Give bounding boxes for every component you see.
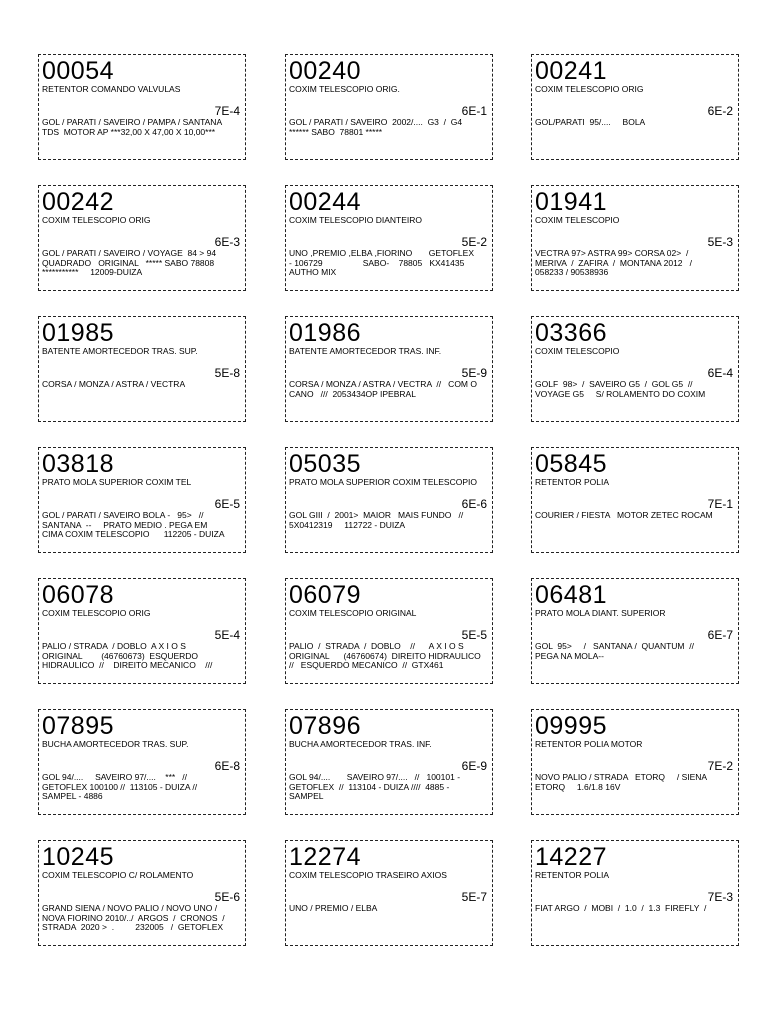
part-label bbox=[285, 840, 493, 946]
part-description: PRATO MOLA SUPERIOR COXIM TEL bbox=[42, 477, 192, 487]
model-line: GOL / PARATI / SAVEIRO BOLA - 95> // bbox=[42, 511, 204, 520]
model-line: GOLF 98> / SAVEIRO G5 / GOL G5 // bbox=[535, 380, 693, 389]
model-line: SAMPEL - 4886 bbox=[42, 792, 103, 802]
model-line: HIDRAULICO // DIREITO MECANICO /// bbox=[42, 661, 213, 671]
part-code: 00242 bbox=[42, 188, 115, 216]
model-line: GOL 94/.... SAVEIRO 97/.... // 100101 - bbox=[289, 773, 461, 782]
part-description: COXIM TELESCOPIO ORIG bbox=[535, 84, 644, 94]
part-label bbox=[531, 578, 739, 684]
compatible-models bbox=[535, 773, 735, 792]
model-line: GETOFLEX 100100 // 113105 - DUIZA // bbox=[42, 782, 198, 792]
part-description: COXIM TELESCOPIO bbox=[535, 215, 620, 225]
model-line: CIMA COXIM TELESCOPIO 112205 - DUIZA bbox=[42, 530, 225, 540]
compatible-models bbox=[289, 773, 489, 802]
model-line: CANO /// 2053434OP IPEBRAL bbox=[289, 389, 416, 399]
shelf-location: 5E-6 bbox=[214, 890, 240, 904]
part-label bbox=[531, 316, 739, 422]
model-line: PEGA NA MOLA-- bbox=[535, 651, 604, 661]
part-label bbox=[38, 578, 246, 684]
shelf-location: 6E-8 bbox=[214, 759, 240, 773]
model-line: GOL / PARATI / SAVEIRO / PAMPA / SANTANA bbox=[42, 118, 223, 127]
model-line: SAMPEL bbox=[289, 792, 324, 802]
part-label bbox=[285, 54, 493, 160]
model-line: ****** SABO 78801 ***** bbox=[289, 127, 383, 137]
part-code: 03366 bbox=[535, 319, 608, 347]
model-line: FIAT ARGO / MOBI / 1.0 / 1.3 FIREFLY / bbox=[535, 904, 707, 913]
compatible-models bbox=[42, 249, 242, 278]
model-line: VECTRA 97> ASTRA 99> CORSA 02> / bbox=[535, 249, 689, 258]
model-line: UNO ,PREMIO ,ELBA ,FIORINO GETOFLEX bbox=[289, 249, 474, 258]
compatible-models bbox=[42, 904, 242, 933]
model-line: STRADA 2020 > . 232005 / GETOFLEX bbox=[42, 923, 224, 933]
model-line: - 106729 SABO- 78805 KX41435 bbox=[289, 258, 465, 268]
part-label bbox=[531, 54, 739, 160]
model-line: SANTANA -- PRATO MEDIO . PEGA EM bbox=[42, 520, 208, 530]
compatible-models bbox=[42, 118, 242, 137]
model-line: TDS MOTOR AP ***32,00 X 47,00 X 10,00*** bbox=[42, 127, 216, 137]
shelf-location: 7E-1 bbox=[707, 497, 733, 511]
compatible-models bbox=[289, 904, 489, 914]
part-label bbox=[285, 709, 493, 815]
compatible-models bbox=[535, 249, 735, 278]
model-line: GETOFLEX // 113104 - DUIZA //// 4885 - bbox=[289, 782, 450, 792]
part-description: COXIM TELESCOPIO ORIGINAL bbox=[289, 608, 417, 618]
part-code: 00240 bbox=[289, 57, 362, 85]
part-code: 00241 bbox=[535, 57, 608, 85]
shelf-location: 6E-4 bbox=[707, 366, 733, 380]
part-code: 03818 bbox=[42, 450, 115, 478]
model-line: CORSA / MONZA / ASTRA / VECTRA // COM O bbox=[289, 380, 477, 389]
compatible-models bbox=[289, 380, 489, 399]
part-code: 07895 bbox=[42, 712, 115, 740]
model-line: MERIVA / ZAFIRA / MONTANA 2012 / bbox=[535, 258, 692, 268]
part-code: 12274 bbox=[289, 843, 362, 871]
compatible-models bbox=[42, 773, 242, 802]
compatible-models bbox=[535, 642, 735, 661]
shelf-location: 5E-4 bbox=[214, 628, 240, 642]
part-description: COXIM TELESCOPIO ORIG bbox=[42, 608, 151, 618]
part-description: RETENTOR POLIA bbox=[535, 477, 609, 487]
compatible-models bbox=[535, 904, 735, 914]
part-label bbox=[531, 709, 739, 815]
part-label bbox=[38, 709, 246, 815]
shelf-location: 6E-7 bbox=[707, 628, 733, 642]
shelf-location: 7E-3 bbox=[707, 890, 733, 904]
model-line: GOL GIII / 2001> MAIOR MAIS FUNDO // bbox=[289, 511, 464, 520]
part-label bbox=[38, 840, 246, 946]
shelf-location: 7E-4 bbox=[214, 104, 240, 118]
part-label bbox=[531, 447, 739, 553]
compatible-models bbox=[289, 642, 489, 671]
part-label bbox=[285, 185, 493, 291]
shelf-location: 6E-5 bbox=[214, 497, 240, 511]
model-line: PALIO / STRADA / DOBLO A X I O S bbox=[42, 642, 186, 651]
part-description: BUCHA AMORTECEDOR TRAS. SUP. bbox=[42, 739, 189, 749]
model-line: *********** 12009-DUIZA bbox=[42, 268, 143, 278]
model-line: COURIER / FIESTA MOTOR ZETEC ROCAM bbox=[535, 511, 713, 520]
shelf-location: 5E-2 bbox=[461, 235, 487, 249]
compatible-models bbox=[535, 511, 735, 521]
part-description: RETENTOR POLIA bbox=[535, 870, 609, 880]
model-line: GOL / PARATI / SAVEIRO 2002/.... G3 / G4 bbox=[289, 118, 463, 127]
part-label bbox=[38, 316, 246, 422]
model-line: GOL / PARATI / SAVEIRO / VOYAGE 84 > 94 bbox=[42, 249, 217, 258]
part-label bbox=[38, 54, 246, 160]
part-label bbox=[285, 316, 493, 422]
shelf-location: 6E-2 bbox=[707, 104, 733, 118]
part-code: 06079 bbox=[289, 581, 362, 609]
model-line: PALIO / STRADA / DOBLO // A X I O S bbox=[289, 642, 464, 651]
part-description: BATENTE AMORTECEDOR TRAS. INF. bbox=[289, 346, 442, 356]
part-code: 05035 bbox=[289, 450, 362, 478]
part-description: COXIM TELESCOPIO bbox=[535, 346, 620, 356]
model-line: GOL 94/.... SAVEIRO 97/.... *** // bbox=[42, 773, 188, 782]
part-code: 06481 bbox=[535, 581, 608, 609]
model-line: NOVO PALIO / STRADA ETORQ / SIENA bbox=[535, 773, 708, 782]
model-line: VOYAGE G5 S/ ROLAMENTO DO COXIM bbox=[535, 389, 706, 399]
model-line: NOVA FIORINO 2010/../ ARGOS / CRONOS / bbox=[42, 913, 225, 923]
model-line: UNO / PREMIO / ELBA bbox=[289, 904, 378, 913]
model-line: ETORQ 1.6/1.8 16V bbox=[535, 782, 621, 792]
part-code: 07896 bbox=[289, 712, 362, 740]
compatible-models bbox=[42, 380, 242, 390]
compatible-models bbox=[289, 249, 489, 278]
shelf-location: 5E-5 bbox=[461, 628, 487, 642]
shelf-location: 6E-1 bbox=[461, 104, 487, 118]
model-line: GRAND SIENA / NOVO PALIO / NOVO UNO / bbox=[42, 904, 218, 913]
compatible-models bbox=[289, 118, 489, 137]
model-line: ORIGINAL (46760674) DIREITO HIDRAULICO bbox=[289, 651, 481, 661]
shelf-location: 7E-2 bbox=[707, 759, 733, 773]
part-code: 01986 bbox=[289, 319, 362, 347]
part-label bbox=[531, 185, 739, 291]
part-description: RETENTOR POLIA MOTOR bbox=[535, 739, 643, 749]
part-code: 00244 bbox=[289, 188, 362, 216]
part-label bbox=[38, 447, 246, 553]
model-line: QUADRADO ORIGINAL ***** SABO 78808 bbox=[42, 258, 215, 268]
shelf-location: 5E-7 bbox=[461, 890, 487, 904]
part-code: 05845 bbox=[535, 450, 608, 478]
shelf-location: 6E-6 bbox=[461, 497, 487, 511]
compatible-models bbox=[289, 511, 489, 530]
part-code: 01941 bbox=[535, 188, 608, 216]
shelf-location: 5E-8 bbox=[214, 366, 240, 380]
part-code: 09995 bbox=[535, 712, 608, 740]
part-label bbox=[285, 447, 493, 553]
part-description: RETENTOR COMANDO VALVULAS bbox=[42, 84, 181, 94]
part-description: COXIM TELESCOPIO DIANTEIRO bbox=[289, 215, 423, 225]
part-label bbox=[38, 185, 246, 291]
shelf-location: 5E-3 bbox=[707, 235, 733, 249]
part-description: PRATO MOLA DIANT. SUPERIOR bbox=[535, 608, 666, 618]
part-description: BATENTE AMORTECEDOR TRAS. SUP. bbox=[42, 346, 198, 356]
compatible-models bbox=[42, 642, 242, 671]
part-description: COXIM TELESCOPIO ORIG. bbox=[289, 84, 400, 94]
part-code: 14227 bbox=[535, 843, 608, 871]
part-description: COXIM TELESCOPIO TRASEIRO AXIOS bbox=[289, 870, 447, 880]
part-description: PRATO MOLA SUPERIOR COXIM TELESCOPIO bbox=[289, 477, 477, 487]
compatible-models bbox=[535, 380, 735, 399]
model-line: 058233 / 90538936 bbox=[535, 268, 609, 278]
compatible-models bbox=[535, 118, 735, 128]
shelf-location: 6E-3 bbox=[214, 235, 240, 249]
model-line: // ESQUERDO MECANICO // GTX461 bbox=[289, 661, 444, 671]
part-label bbox=[285, 578, 493, 684]
part-code: 06078 bbox=[42, 581, 115, 609]
part-description: COXIM TELESCOPIO C/ ROLAMENTO bbox=[42, 870, 194, 880]
compatible-models bbox=[42, 511, 242, 540]
part-code: 10245 bbox=[42, 843, 115, 871]
shelf-location: 5E-9 bbox=[461, 366, 487, 380]
part-description: BUCHA AMORTECEDOR TRAS. INF. bbox=[289, 739, 432, 749]
part-description: COXIM TELESCOPIO ORIG bbox=[42, 215, 151, 225]
model-line: 5X0412319 112722 - DUIZA bbox=[289, 520, 406, 530]
part-code: 00054 bbox=[42, 57, 115, 85]
model-line: ORIGINAL (46760673) ESQUERDO bbox=[42, 651, 199, 661]
model-line: AUTHO MIX bbox=[289, 268, 337, 278]
part-code: 01985 bbox=[42, 319, 115, 347]
model-line: GOL 95> / SANTANA / QUANTUM // bbox=[535, 642, 694, 651]
shelf-location: 6E-9 bbox=[461, 759, 487, 773]
model-line: CORSA / MONZA / ASTRA / VECTRA bbox=[42, 380, 186, 389]
model-line: GOL/PARATI 95/.... BOLA bbox=[535, 118, 646, 127]
part-label bbox=[531, 840, 739, 946]
